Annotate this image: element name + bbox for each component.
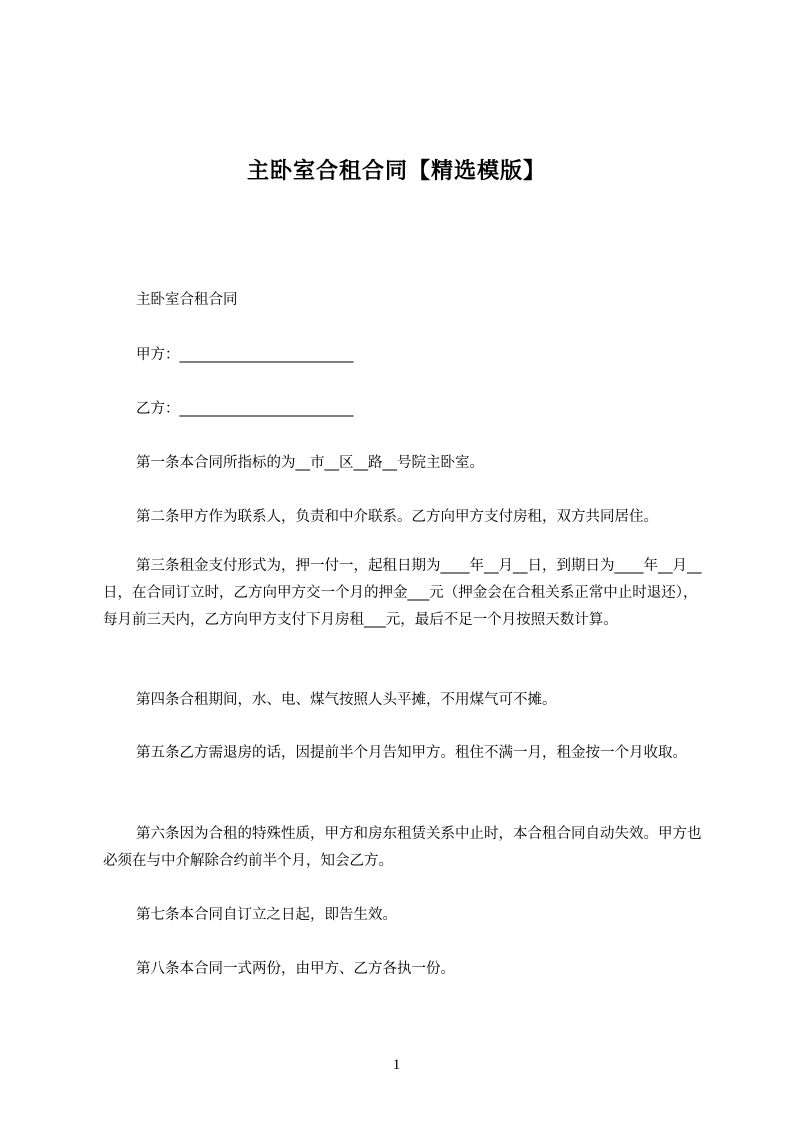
clause-7: 第七条本合同自订立之日起，即告生效。: [136, 907, 397, 923]
page-number: 1: [392, 1057, 401, 1073]
clause-4: 第四条合租期间，水、电、煤气按照人头平摊，不用煤气可不摊。: [136, 692, 557, 708]
clause-5: 第五条乙方需退房的话，因提前半个月告知甲方。租住不满一月，租金按一个月收取。: [136, 745, 687, 761]
clause-3: 第三条租金支付形式为，押一付一，起租日期为____年__月__日，到期日为____年__月__日，在合同订立时，乙方向甲方交一个月的押金___元（押金会在合租关系正常中止时退还），每月前三天内，乙方向甲方支付下月房租___元，最后不足一个月按照天数计算。: [103, 558, 702, 628]
clause-1: 第一条本合同所指标的为__市__区__路__号院主卧室。: [136, 455, 484, 471]
clause-2: 第二条甲方作为联系人，负责和中介联系。乙方向甲方支付房租，双方共同居住。: [136, 509, 658, 525]
clause-6: 第六条因为合租的特殊性质，甲方和房东租赁关系中止时，本合租合同自动失效。甲方也必须在与中介解除合约前半个月，知会乙方。: [103, 826, 702, 869]
contract-heading: 主卧室合租合同: [136, 292, 238, 308]
clause-8: 第八条本合同一式两份，由甲方、乙方各执一份。: [136, 961, 455, 977]
document-title: 主卧室合租合同【精选模版】: [246, 158, 546, 184]
party-a-line: 甲方：________________________: [136, 347, 354, 363]
party-b-line: 乙方：________________________: [136, 401, 354, 417]
